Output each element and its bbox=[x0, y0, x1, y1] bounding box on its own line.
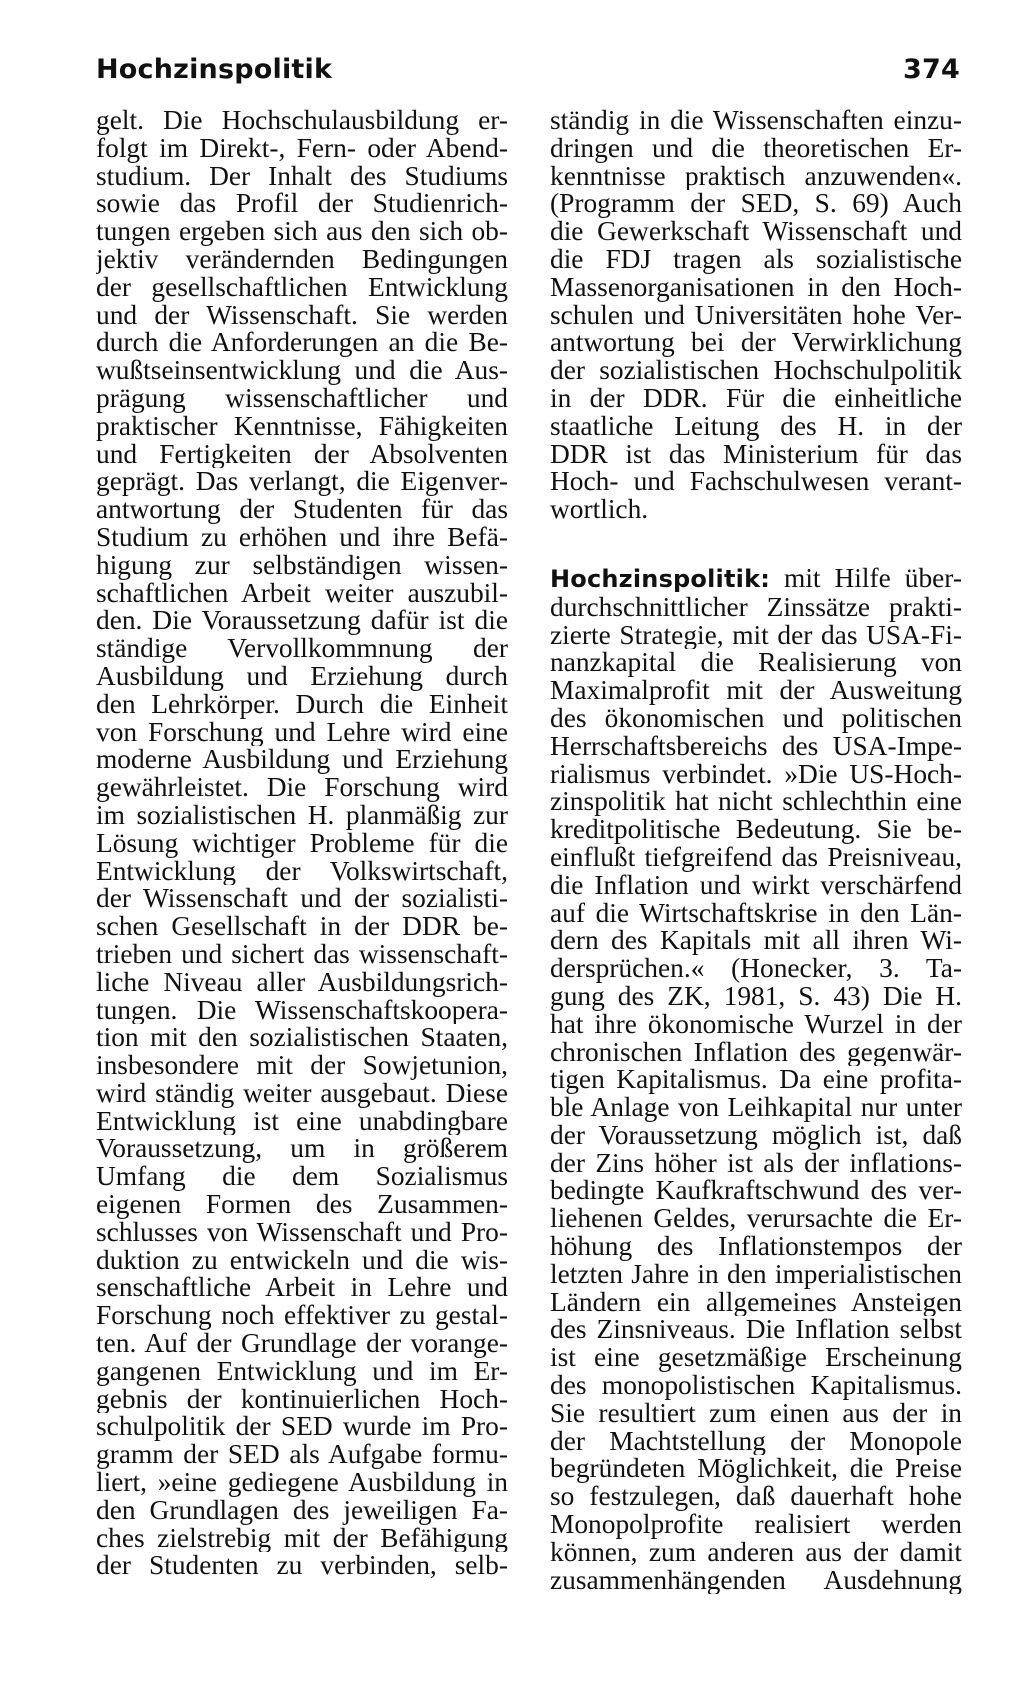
text-line: Herrschaftsbereichs des USA-Impe- bbox=[550, 732, 962, 761]
text-line: staatliche Leitung des H. in der bbox=[550, 412, 962, 441]
text-line: den Grundlagen des jeweiligen Fa- bbox=[96, 1496, 508, 1525]
text-line: Ausbildung und Erziehung durch bbox=[96, 662, 508, 691]
text-line: auf die Wirtschaftskrise in den Län- bbox=[550, 899, 962, 928]
text-line: des ökonomischen und politischen bbox=[550, 704, 962, 733]
text-line: liehenen Geldes, verursachte die Er- bbox=[550, 1205, 962, 1234]
text-line: schulen und Universitäten hohe Ver- bbox=[550, 301, 962, 330]
text-line: Massenorganisationen in den Hoch- bbox=[550, 273, 962, 302]
text-line: im sozialistischen H. planmäßig zur bbox=[96, 801, 508, 830]
text-line: der Studenten zu verbinden, selb- bbox=[96, 1552, 508, 1581]
text-line: folgt im Direkt-, Fern- oder Abend- bbox=[96, 134, 508, 163]
text-line: gung des ZK, 1981, S. 43) Die H. bbox=[550, 982, 962, 1011]
text-line: die Inflation und wirkt verschärfend bbox=[550, 871, 962, 900]
text-line: Entwicklung ist eine unabdingbare bbox=[96, 1107, 508, 1136]
right-column bbox=[550, 107, 962, 1594]
text-line: ble Anlage von Leihkapital nur unter bbox=[550, 1094, 962, 1122]
text-line: hat ihre ökonomische Wurzel in der bbox=[550, 1010, 962, 1039]
text-line: dern des Kapitals mit all ihren Wi- bbox=[550, 927, 962, 956]
text-line: (Programm der SED, S. 69) Auch bbox=[550, 190, 962, 219]
entry-first-line bbox=[550, 565, 962, 594]
text-line: Studium zu erhöhen und ihre Befä- bbox=[96, 523, 508, 552]
text-line: den Lehrkörper. Durch die Einheit bbox=[96, 690, 508, 719]
text-line: liche Niveau aller Ausbildungsrich- bbox=[96, 968, 508, 997]
text-line: schaftlichen Arbeit weiter auszubil- bbox=[96, 579, 508, 608]
text-line: wortlich. bbox=[550, 496, 649, 524]
text-line: Lösung wichtiger Probleme für die bbox=[96, 829, 508, 858]
text-line: der Machtstellung der Monopole bbox=[550, 1427, 962, 1456]
text-line: der gesellschaftlichen Entwicklung bbox=[96, 273, 508, 302]
text-line: letzten Jahre in den imperialistischen bbox=[550, 1260, 962, 1289]
text-line: geprägt. Das verlangt, die Eigenver- bbox=[96, 468, 508, 497]
text-line: eigenen Formen des Zusammen- bbox=[96, 1191, 508, 1219]
text-line: der Zins höher ist als der inflations- bbox=[550, 1149, 962, 1178]
text-line: antwortung der Studenten für das bbox=[96, 496, 508, 524]
text-line: Maximalprofit mit der Ausweitung bbox=[550, 677, 962, 705]
text-line: liert, »eine gediegene Ausbildung in bbox=[96, 1469, 508, 1497]
text-line: bedingte Kaufkraftschwund des ver- bbox=[550, 1177, 962, 1206]
text-line: wird ständig weiter ausgebaut. Diese bbox=[96, 1079, 508, 1108]
text-line: moderne Ausbildung und Erziehung bbox=[96, 746, 508, 775]
text-line: Monopolprofite realisiert werden bbox=[550, 1511, 962, 1539]
text-line: Sie resultiert zum einen aus der in bbox=[550, 1399, 962, 1428]
text-line: prägung wissenschaftlicher und bbox=[96, 384, 508, 413]
text-line: chronischen Inflation des gegenwär- bbox=[550, 1038, 962, 1067]
entry-continuation-text bbox=[96, 107, 508, 1580]
running-title: Hochzinspolitik bbox=[96, 54, 333, 85]
text-line: Voraussetzung, um in größerem bbox=[96, 1135, 508, 1164]
text-line: trieben und sichert das wissenschaft- bbox=[96, 940, 508, 969]
text-line: den. Die Voraussetzung dafür ist die bbox=[96, 607, 508, 636]
text-line: und der Wissenschaft. Sie werden bbox=[96, 301, 508, 330]
text-line: Umfang die dem Sozialismus bbox=[96, 1163, 508, 1192]
text-line: jektiv verändernden Bedingungen bbox=[96, 245, 508, 274]
text-line: schen Gesellschaft in der DDR be- bbox=[96, 913, 508, 941]
text-line: ständig in die Wissenschaften einzu- bbox=[550, 107, 962, 135]
text-line: begründeten Möglichkeit, die Preise bbox=[550, 1455, 962, 1484]
text-line: gewährleistet. Die Forschung wird bbox=[96, 774, 508, 802]
text-line: durchschnittlicher Zinssätze prakti- bbox=[550, 593, 962, 622]
text-line: schulpolitik der SED wurde im Pro- bbox=[96, 1413, 508, 1442]
text-line: tungen ergeben sich aus den sich ob- bbox=[96, 218, 508, 246]
text-line: ten. Auf der Grundlage der vorange- bbox=[96, 1330, 508, 1358]
text-line: insbesondere mit der Sowjetunion, bbox=[96, 1052, 508, 1080]
text-line: wußtseinsentwicklung und die Aus- bbox=[96, 357, 508, 385]
text-line: duktion zu entwickeln und die wis- bbox=[96, 1246, 508, 1275]
text-line: gangenen Entwicklung und im Er- bbox=[96, 1357, 508, 1386]
text-line: sowie das Profil der Studienrich- bbox=[96, 190, 508, 219]
text-line: können, zum anderen aus der damit bbox=[550, 1538, 962, 1567]
text-line: Forschung noch effektiver zu gestal- bbox=[96, 1302, 508, 1331]
entry-headword: Hochzinspolitik: bbox=[550, 564, 771, 593]
text-line: senschaftliche Arbeit in Lehre und bbox=[96, 1274, 508, 1303]
text-line: die FDJ tragen als sozialistische bbox=[550, 245, 962, 274]
entry-continuation-text bbox=[550, 107, 962, 524]
text-line: zinspolitik hat nicht schlechthin eine bbox=[550, 788, 962, 817]
text-line: der sozialistischen Hochschulpolitik bbox=[550, 357, 962, 385]
text-line: in der DDR. Für die einheitliche bbox=[550, 384, 962, 413]
page-number: 374 bbox=[903, 54, 960, 85]
text-line: kreditpolitische Bedeutung. Sie be- bbox=[550, 816, 962, 844]
text-line: ständige Vervollkommnung der bbox=[96, 635, 508, 663]
text-line: des monopolistischen Kapitalismus. bbox=[550, 1372, 962, 1400]
text-line: die Gewerkschaft Wissenschaft und bbox=[550, 218, 962, 246]
text-line: tigen Kapitalismus. Da eine profita- bbox=[550, 1066, 962, 1095]
text-line: der Wissenschaft und der sozialisti- bbox=[96, 885, 508, 914]
text-line: des Zinsniveaus. Die Inflation selbst bbox=[550, 1316, 962, 1345]
text-line: einflußt tiefgreifend das Preisniveau, bbox=[550, 843, 962, 872]
text-line: zierte Strategie, mit der das USA-Fi- bbox=[550, 621, 962, 650]
text-line: praktischer Kenntnisse, Fähigkeiten bbox=[96, 412, 508, 441]
entry-text bbox=[550, 565, 962, 1594]
dictionary-entry bbox=[550, 565, 962, 1594]
text-line: Ländern ein allgemeines Ansteigen bbox=[550, 1288, 962, 1317]
text-line: gelt. Die Hochschulausbildung er- bbox=[96, 107, 508, 135]
text-line: und Fertigkeiten der Absolventen bbox=[96, 440, 508, 469]
text-line: ches zielstrebig mit der Befähigung bbox=[96, 1524, 508, 1553]
text-line: dersprüchen.« (Honecker, 3. Ta- bbox=[550, 955, 962, 983]
text-line: von Forschung und Lehre wird eine bbox=[96, 718, 508, 747]
text-line: höhung des Inflationstempos der bbox=[550, 1233, 962, 1261]
text-line: tion mit den sozialistischen Staaten, bbox=[96, 1024, 508, 1053]
text-line: der Voraussetzung möglich ist, daß bbox=[550, 1121, 962, 1150]
text-line: dringen und die theoretischen Er- bbox=[550, 134, 962, 163]
left-column bbox=[96, 107, 508, 1580]
text-line: nanzkapital die Realisierung von bbox=[550, 649, 962, 678]
text-line: rialismus verbindet. »Die US-Hoch- bbox=[550, 760, 962, 789]
text-line: Hoch- und Fachschulwesen verant- bbox=[550, 468, 962, 497]
text-line: ist eine gesetzmäßige Erscheinung bbox=[550, 1344, 962, 1373]
text-line: zusammenhängenden Ausdehnung bbox=[550, 1566, 962, 1595]
text-line: gebnis der kontinuierlichen Hoch- bbox=[96, 1385, 508, 1414]
text-line: higung zur selbständigen wissen- bbox=[96, 551, 508, 580]
entry-first-line-text: mit Hilfe über- bbox=[784, 564, 962, 593]
text-line: kenntnisse praktisch anzuwenden«. bbox=[550, 162, 962, 191]
text-line: DDR ist das Ministerium für das bbox=[550, 440, 962, 469]
text-line: durch die Anforderungen an die Be- bbox=[96, 329, 508, 358]
text-line: so festzulegen, daß dauerhaft hohe bbox=[550, 1483, 962, 1512]
text-line: schlusses von Wissenschaft und Pro- bbox=[96, 1218, 508, 1247]
text-line: gramm der SED als Aufgabe formu- bbox=[96, 1441, 508, 1470]
text-line: antwortung bei der Verwirklichung bbox=[550, 329, 962, 358]
text-line: tungen. Die Wissenschaftskoopera- bbox=[96, 996, 508, 1025]
text-line: Entwicklung der Volkswirtschaft, bbox=[96, 857, 508, 886]
text-line: studium. Der Inhalt des Studiums bbox=[96, 162, 508, 191]
